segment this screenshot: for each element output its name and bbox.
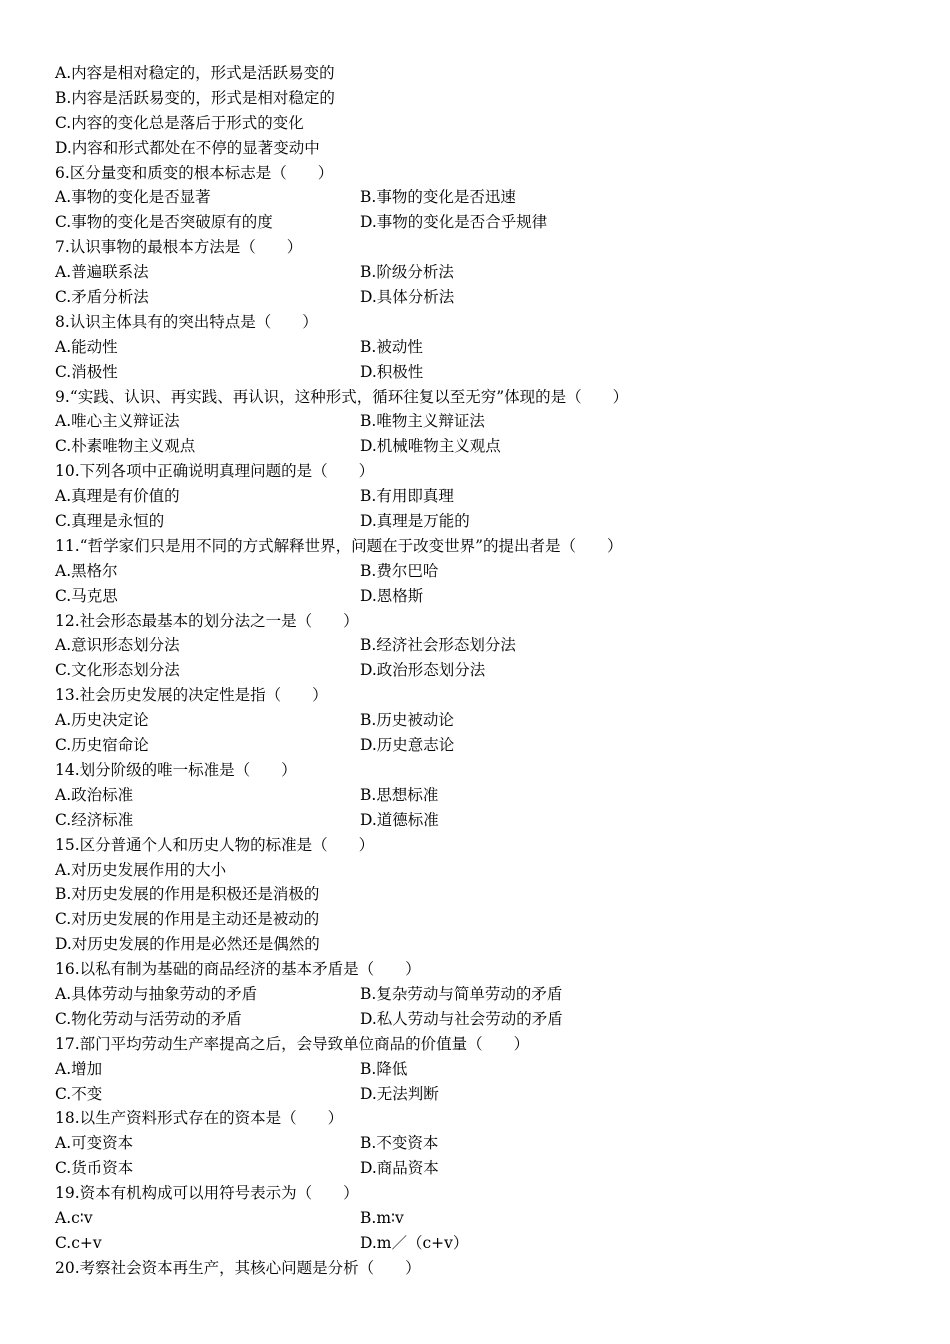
option-row — [55, 1231, 915, 1256]
option-a: A.事物的变化是否显著 — [55, 188, 211, 207]
option-a: A.政治标准 — [55, 785, 134, 804]
option-b: B.唯物主义辩证法 — [360, 412, 485, 431]
option-d: D.恩格斯 — [360, 586, 424, 605]
option-a: A.可变资本 — [55, 1134, 134, 1153]
option-c: C.矛盾分析法 — [55, 288, 149, 307]
question-stem: 18.以生产资料形式存在的资本是（ ） — [55, 1109, 344, 1128]
option-row — [55, 335, 915, 360]
question-stem: 20.考察社会资本再生产，其核心问题是分析（ ） — [55, 1258, 421, 1277]
option-row — [55, 982, 915, 1007]
option-text: D.内容和形式都处在不停的显著变动中 — [55, 138, 320, 157]
option-row — [55, 210, 915, 235]
option-c: C.货币资本 — [55, 1159, 134, 1178]
option-d: D.政治形态划分法 — [360, 661, 486, 680]
option-d: D.无法判断 — [360, 1084, 439, 1103]
option-c: C.事物的变化是否突破原有的度 — [55, 213, 273, 232]
option-c: C.c+v — [55, 1233, 102, 1252]
option-row — [55, 584, 915, 609]
option-b: B.费尔巴哈 — [360, 561, 439, 580]
option-row — [55, 185, 915, 210]
option-b: B.历史被动论 — [360, 711, 454, 730]
option-c: C.马克思 — [55, 586, 118, 605]
option-row — [55, 260, 915, 285]
option-c: C.历史宿命论 — [55, 736, 149, 755]
option-row — [55, 559, 915, 584]
option-row — [55, 285, 915, 310]
option-row — [55, 708, 915, 733]
option-a: A.c∶v — [55, 1208, 93, 1227]
option-a: A.唯心主义辩证法 — [55, 412, 180, 431]
question-stem: 16.以私有制为基础的商品经济的基本矛盾是（ ） — [55, 960, 421, 979]
option-b: B.思想标准 — [360, 785, 439, 804]
option-row — [55, 733, 915, 758]
exam-page — [55, 61, 915, 1281]
question-stem: 11.“哲学家们只是用不同的方式解释世界，问题在于改变世界”的提出者是（ ） — [55, 536, 623, 555]
option-d: D.具体分析法 — [360, 288, 455, 307]
option-row — [55, 1082, 915, 1107]
option-a: A.具体劳动与抽象劳动的矛盾 — [55, 984, 258, 1003]
option-b: B.不变资本 — [360, 1134, 439, 1153]
option-text: D.对历史发展的作用是必然还是偶然的 — [55, 935, 320, 954]
option-row — [55, 409, 915, 434]
option-text: A.对历史发展作用的大小 — [55, 860, 227, 879]
option-a: A.意识形态划分法 — [55, 636, 180, 655]
option-d: D.真理是万能的 — [360, 512, 470, 531]
question-stem: 17.部门平均劳动生产率提高之后，会导致单位商品的价值量（ ） — [55, 1034, 530, 1053]
question-stem: 19.资本有机构成可以用符号表示为（ ） — [55, 1184, 359, 1203]
question-stem: 15.区分普通个人和历史人物的标准是（ ） — [55, 835, 375, 854]
option-c: C.经济标准 — [55, 810, 134, 829]
option-b: B.m∶v — [360, 1208, 404, 1227]
option-c: C.不变 — [55, 1084, 103, 1103]
option-d: D.机械唯物主义观点 — [360, 437, 501, 456]
option-c: C.朴素唯物主义观点 — [55, 437, 196, 456]
option-row — [55, 783, 915, 808]
question-stem: 7.认识事物的最根本方法是（ ） — [55, 238, 303, 257]
question-stem: 13.社会历史发展的决定性是指（ ） — [55, 686, 328, 705]
option-row — [55, 1007, 915, 1032]
question-stem: 12.社会形态最基本的划分法之一是（ ） — [55, 611, 359, 630]
option-d: D.历史意志论 — [360, 736, 455, 755]
option-b: B.经济社会形态划分法 — [360, 636, 516, 655]
option-d: D.私人劳动与社会劳动的矛盾 — [360, 1009, 563, 1028]
option-row — [55, 360, 915, 385]
option-row — [55, 808, 915, 833]
option-a: A.历史决定论 — [55, 711, 149, 730]
option-c: C.消极性 — [55, 362, 118, 381]
option-text: A.内容是相对稳定的，形式是活跃易变的 — [55, 64, 335, 82]
option-row — [55, 1057, 915, 1082]
option-d: D.商品资本 — [360, 1159, 439, 1178]
option-row — [55, 509, 915, 534]
option-a: A.真理是有价值的 — [55, 487, 180, 506]
option-b: B.有用即真理 — [360, 487, 454, 506]
option-row — [55, 1131, 915, 1156]
question-stem: 9.“实践、认识、再实践、再认识，这种形式，循环往复以至无穷”体现的是（ ） — [55, 387, 629, 406]
question-stem: 6.区分量变和质变的根本标志是（ ） — [55, 163, 334, 182]
option-b: B.事物的变化是否迅速 — [360, 188, 516, 207]
option-d: D.积极性 — [360, 362, 424, 381]
option-row — [55, 484, 915, 509]
option-a: A.能动性 — [55, 337, 118, 356]
option-b: B.阶级分析法 — [360, 263, 454, 282]
option-b: B.降低 — [360, 1059, 408, 1078]
option-row — [55, 434, 915, 459]
question-stem: 8.认识主体具有的突出特点是（ ） — [55, 312, 318, 331]
option-row — [55, 633, 915, 658]
option-b: B.被动性 — [360, 337, 423, 356]
option-d: D.m／（c+v） — [360, 1233, 469, 1252]
option-row — [55, 1156, 915, 1181]
option-row — [55, 658, 915, 683]
option-text: C.内容的变化总是落后于形式的变化 — [55, 113, 304, 132]
option-text: B.对历史发展的作用是积极还是消极的 — [55, 885, 320, 904]
option-c: C.真理是永恒的 — [55, 512, 165, 531]
option-text: B.内容是活跃易变的，形式是相对稳定的 — [55, 88, 335, 107]
option-text: C.对历史发展的作用是主动还是被动的 — [55, 910, 320, 929]
option-c: C.物化劳动与活劳动的矛盾 — [55, 1009, 242, 1028]
option-row — [55, 1206, 915, 1231]
option-d: D.道德标准 — [360, 810, 439, 829]
question-stem: 10.下列各项中正确说明真理问题的是（ ） — [55, 462, 375, 481]
option-b: B.复杂劳动与简单劳动的矛盾 — [360, 984, 563, 1003]
option-d: D.事物的变化是否合乎规律 — [360, 213, 548, 232]
question-stem: 14.划分阶级的唯一标准是（ ） — [55, 760, 297, 779]
option-a: A.增加 — [55, 1059, 103, 1078]
option-a: A.黑格尔 — [55, 561, 118, 580]
option-a: A.普遍联系法 — [55, 263, 149, 282]
option-c: C.文化形态划分法 — [55, 661, 180, 680]
